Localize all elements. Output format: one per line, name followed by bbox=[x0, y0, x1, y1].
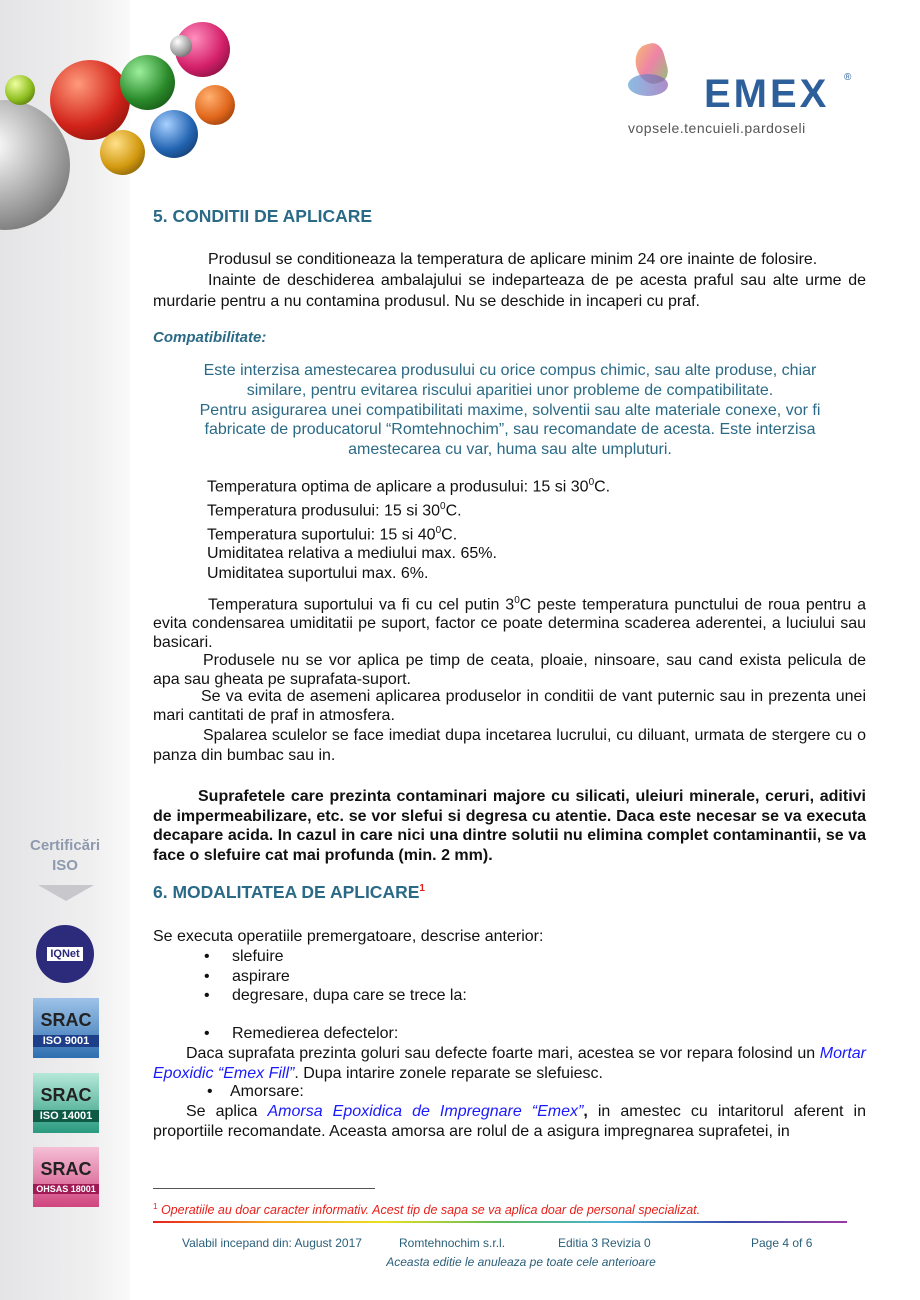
paragraph: Se executa operatiile premergatoare, descrise anterior: bbox=[153, 928, 544, 945]
paragraph: Produsul se conditioneaza la temperatura de aplicare minim 24 ore inainte de folosire. Inainte de deschiderea ambalajului se indeparteaza de pe acesta praful sau alte urme de murdarie pentru a nu contamina produsul. Nu se deschide in incaperi cu praf. bbox=[153, 251, 866, 310]
section-6-title: 6. MODALITATEA DE APLICARE$^1$ bbox=[153, 882, 425, 902]
list-item: • Amorsare: bbox=[207, 1083, 304, 1100]
footer: Valabil incepand din: August 2017 Romtehnochim s.r.l. Editia 3 Revizia 0 Page 4 of 6 Aceasta editie le anuleaza pe toate cele anterioare bbox=[182, 1236, 813, 1269]
product-link[interactable]: Amorsa Epoxidica de Impregnare “Emex” bbox=[267, 1103, 584, 1120]
list-item: • Remedierea defectelor: bbox=[204, 1025, 399, 1042]
srac-iso9001-badge: SRAC ISO 9001 bbox=[33, 998, 99, 1058]
paragraph: Temperatura suportului va fi cu cel putin $3^0C$ peste temperatura punctului de roua pentru a evita condensarea umiditatii pe suport, factor ce poate determina scaderea aderentei, a luciului sau basicari. bbox=[153, 595, 866, 652]
footnote-divider bbox=[153, 1188, 375, 1189]
iqnet-badge: IQNet bbox=[36, 925, 94, 983]
paragraph: Spalarea sculelor se face imediat dupa incetarea lucrului, cu diluant, urmata de stergere cu o panza din bumbac sau in. bbox=[153, 727, 866, 764]
emex-logo: EMEX ® vopsele.tencuieli.pardoseli bbox=[622, 40, 857, 140]
list-item: • aspirare bbox=[204, 968, 290, 985]
footnote: $^1$ Operatiile au doar caracter informativ. Acest tip de sapa se va aplica doar de personal specializat. bbox=[153, 1202, 701, 1218]
section-5-title: 5. CONDITII DE APLICARE bbox=[153, 206, 373, 226]
list-item: • slefuire bbox=[204, 948, 284, 965]
sidebar bbox=[0, 0, 130, 1300]
compat-title: Compatibilitate: bbox=[153, 329, 267, 346]
paragraph: Produsele nu se vor aplica pe timp de ceata, ploaie, ninsoare, sau cand exista pelicula de apa sau gheata pe suprafata-suport. bbox=[153, 652, 866, 688]
paragraph: Se aplica Amorsa Epoxidica de Impregnare “Emex”, in amestec cu intaritorul aferent in proportiile recomandate. Aceasta amorsa are rolul de a asigura impregnarea suprafetei, in bbox=[153, 1103, 867, 1140]
product-link[interactable]: Mortar Epoxidic “Emex Fill” bbox=[153, 1045, 866, 1082]
srac-iso14001-badge: SRAC ISO 14001 bbox=[33, 1073, 99, 1133]
temperature-list: Temperatura optima de aplicare a produsului: 15 si $30^0C$. Temperatura produsului: 15 si $30^0C$. Temperatura suportului: 15 si $40^0C$. Umiditatea relativa a mediului max. 65%. Umiditatea suportului max. 6%. bbox=[207, 477, 611, 582]
cert-title: Certificări ISO bbox=[29, 837, 101, 874]
arrow-down-icon bbox=[38, 885, 94, 901]
butterfly-icon bbox=[628, 44, 686, 104]
paragraph-bold: Suprafetele care prezinta contaminari majore cu silicati, uleiuri minerale, ceruri, aditivi de impermeabilizare, etc. se vor slefui si degresa cu atentie. Daca este necesar se va executa decapare acida. In cazul in care nici una dintre solutii nu elimina complet contaminantii, se va face o slefuire cat mai profunda (min. 2 mm). bbox=[153, 788, 866, 864]
compat-text: Este interzisa amestecarea produsului cu orice compus chimic, sau alte produse, chiar similare, pentru evitarea riscului aparitiei unor probleme de compatibilitate. Pentru asigurarea unei compatibilitati maxime, solventii sau alte materiale conexe, vor fi fabricate de producatorul “Romtehnochim”, sau recomandate de acesta. Este interzisa amestecarea cu var, huma sau alte umpluturi. bbox=[199, 362, 821, 459]
list-item: • degresare, dupa care se trece la: bbox=[204, 987, 467, 1004]
paragraph: Daca suprafata prezinta goluri sau defecte foarte mari, acestea se vor repara folosind un Mortar Epoxidic “Emex Fill”. Dupa intarire zonele reparate se slefuiesc. bbox=[153, 1045, 866, 1082]
srac-ohsas-badge: SRAC OHSAS 18001 bbox=[33, 1147, 99, 1207]
rainbow-divider bbox=[153, 1221, 847, 1223]
paragraph: Se va evita de asemeni aplicarea produselor in conditii de vant puternic sau in prezenta unei mari cantitati de praf in atmosfera. bbox=[153, 688, 866, 724]
